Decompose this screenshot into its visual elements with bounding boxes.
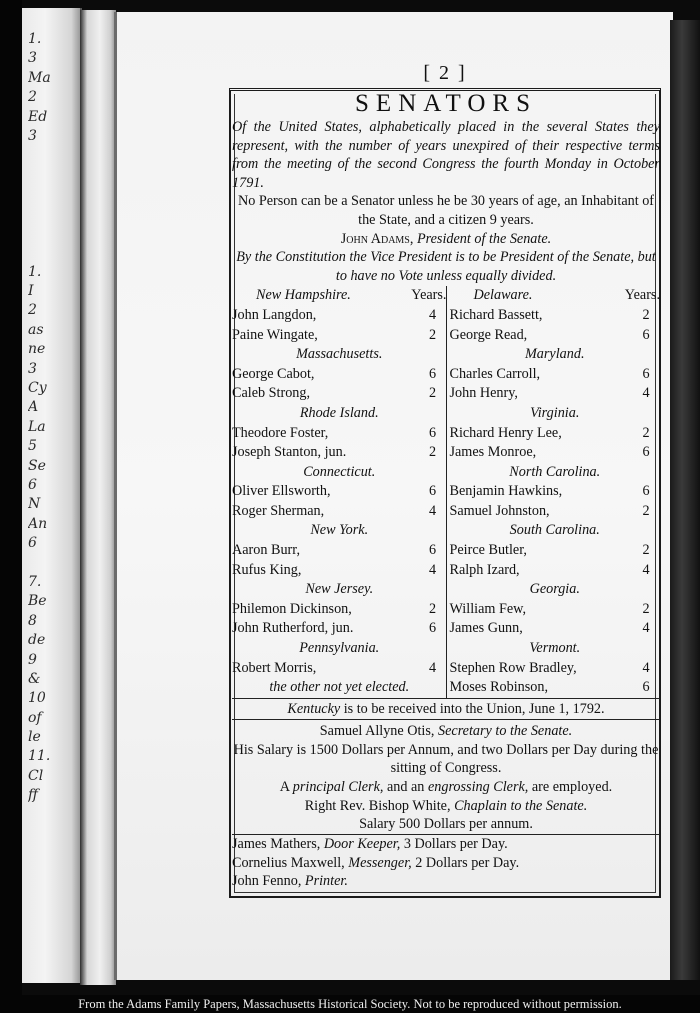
margin-note: 3 [28,127,37,144]
senator-row [449,424,660,444]
page-number: [ 2 ] [423,62,467,84]
margin-note [28,205,74,224]
margin-note: Cl [28,767,44,784]
senator-row [232,541,446,561]
senator-row [232,659,446,679]
years-remaining: 4 [428,659,437,676]
margin-note [28,146,74,165]
margin-note: 6 [28,476,37,493]
margin-note: 9 [28,651,37,668]
margin-note: 10 [28,690,46,707]
senator-name: William Few, [449,600,527,617]
clerks-and: and an [386,778,425,795]
vice-president-line [232,230,660,249]
senator-row [232,384,446,404]
years-remaining: 6 [642,326,650,343]
margin-note: 3 [28,50,37,67]
years-remaining: 6 [642,483,650,500]
state-heading: Georgia. [529,581,580,598]
senator-row [449,678,660,698]
years-remaining: 4 [642,659,650,676]
clerks-line [232,778,660,797]
senator-row [449,502,660,522]
senator-name: George Read, [449,326,528,343]
principal-clerk: principal Clerk, [292,778,384,795]
years-remaining: 2 [428,600,437,617]
years-remaining: 6 [642,365,650,382]
senator-row [232,561,446,581]
margin-note: ff [28,787,38,804]
messenger-name: Cornelius Maxwell, [232,854,345,871]
margin-note: Ma [28,69,51,86]
kentucky-note [232,698,660,719]
years-remaining: 2 [428,444,437,461]
state-heading: North Carolina. [509,463,601,480]
engrossing-clerk: engrossing Clerk, [427,778,529,795]
eligibility-paragraph: No Person can be a Senator unless he be 30 years of age, an Inhabitant of the State, and a citizen 9 years. [237,193,655,228]
senator-row [449,482,660,502]
handwritten-margin-notes [28,30,74,806]
secretary-line [232,722,660,741]
copyright-caption: From the Adams Family Papers, Massachusetts Historical Society. Not to be reproduced without permission. [0,995,700,1013]
printer-name: John Fenno, [232,873,302,890]
senator-row [449,384,660,404]
doorkeeper-name: James Mathers, [232,836,321,853]
clerks-end: are employed. [531,778,613,795]
senator-row [232,365,446,385]
margin-note: 7. [28,573,42,590]
state-heading: Virginia. [530,404,580,421]
messenger-title: Messenger, [348,854,412,871]
senator-row [232,619,446,639]
book-gutter [80,10,116,985]
senator-row [449,365,660,385]
page-title: SENATORS [355,90,537,117]
doorkeeper-line [232,834,660,854]
left-column [232,286,446,697]
senator-row [232,306,446,326]
senator-row [232,482,446,502]
chaplain-title: Chaplain to the Senate. [454,797,588,814]
years-remaining: 2 [642,502,650,519]
senator-name: John Langdon, [232,306,317,323]
secretary-name: Samuel Allyne Otis, [319,722,435,739]
senator-name: Robert Morris, [232,659,317,676]
years-remaining: 2 [642,424,650,441]
senator-row [449,561,660,581]
years-remaining: 2 [642,306,650,323]
senator-name: Richard Bassett, [449,306,543,323]
margin-note: A [28,399,39,416]
years-remaining: 6 [642,444,650,461]
years-remaining: 4 [642,385,650,402]
president-title: President of the Senate. [416,230,552,247]
margin-note: 11. [28,748,51,765]
years-remaining: 6 [428,424,437,441]
senator-row [449,443,660,463]
senator-name: Paine Wingate, [232,326,318,343]
state-heading: Massachusetts. [296,346,383,363]
left-years-label: Years. [411,287,447,304]
senator-row [232,326,446,346]
chaplain-line [232,797,660,816]
margin-note: ne [28,341,46,358]
election-note: the other not yet elected. [269,679,410,696]
years-remaining: 2 [428,385,437,402]
secretary-title: Secretary to the Senate. [438,722,573,739]
margin-note: N [28,496,41,513]
senator-name: Roger Sherman, [232,502,325,519]
senator-row [449,600,660,620]
senator-row [449,326,660,346]
margin-note: 5 [28,438,37,455]
years-remaining: 6 [428,365,437,382]
senator-name: James Gunn, [449,620,523,637]
state-heading: New York. [310,522,369,539]
margin-note: 2 [28,302,37,319]
senators-list [232,90,660,891]
senator-name: Benjamin Hawkins, [449,483,563,500]
printer-line [232,872,660,891]
years-remaining: 6 [428,542,437,559]
clerks-a: A [279,778,290,795]
margin-note [28,554,74,573]
margin-note: Be [28,593,47,610]
margin-note: 1. [28,31,42,47]
years-remaining: 6 [642,679,650,696]
margin-note: 1. [28,263,42,280]
margin-note: as [28,321,44,338]
next-page-edge [670,20,700,980]
scan-background-left [0,0,22,995]
years-remaining: 2 [428,326,437,343]
senator-name: Peirce Butler, [449,542,527,559]
right-column-header [449,286,660,306]
senator-name: George Cabot, [232,365,315,382]
margin-note: An [28,515,48,532]
margin-note [28,243,74,262]
doorkeeper-title: Door Keeper, [323,836,401,853]
senator-row [449,659,660,679]
chaplain-salary: Salary 500 Dollars per annum. [359,816,533,833]
senator-name: Ralph Izard, [449,561,520,578]
senator-name: Theodore Foster, [232,424,329,441]
years-remaining: 4 [642,561,650,578]
years-remaining: 2 [642,542,650,559]
margin-note [28,185,74,204]
senator-name: Charles Carroll, [449,365,541,382]
years-remaining: 4 [428,561,437,578]
state-heading: New Jersey. [305,581,374,598]
margin-note: 8 [28,612,37,629]
margin-note: I [28,283,34,300]
senator-name: Rufus King, [232,561,302,578]
margin-note: La [28,418,46,435]
state-heading: South Carolina. [509,522,600,539]
right-header-state: Delaware. [473,287,533,304]
margin-note: Ed [28,108,48,125]
margin-note: de [28,632,46,649]
left-column-rows [232,306,446,698]
messenger-pay: 2 Dollars per Day. [415,854,520,871]
senator-row [232,502,446,522]
senator-name: Richard Henry Lee, [449,424,562,441]
kentucky-text: is to be received into the Union, June 1, 1792. [343,700,605,717]
senator-name: James Monroe, [449,444,537,461]
senator-name: Joseph Stanton, jun. [232,444,347,461]
senator-name: John Henry, [449,385,518,402]
senator-name: John Rutherford, jun. [232,620,354,637]
senate-officers [232,719,660,891]
intro-paragraph: Of the United States, alphabetically placed in the several States they represent, with the number of years unexpired of their respective terms from the meeting of the second Congress the fourth Monday in October 1791. [232,119,660,191]
constitution-note: By the Constitution the Vice President is to be President of the Senate, but to have no Vote unless equally divided. [236,249,656,284]
left-header-state: New Hampshire. [256,287,351,304]
margin-note: 2 [28,89,37,106]
senator-row [232,443,446,463]
senator-name: Oliver Ellsworth, [232,483,331,500]
years-remaining: 4 [428,306,437,323]
right-column [446,286,660,697]
senator-row [232,600,446,620]
state-heading: Pennsylvania. [299,640,380,657]
years-remaining: 4 [642,620,650,637]
margin-note [28,166,74,185]
years-remaining: 2 [642,600,650,617]
senator-row [449,619,660,639]
state-heading: Rhode Island. [299,404,379,421]
salary-line: His Salary is 1500 Dollars per Annum, and two Dollars per Day during the sitting of Congress. [233,741,659,777]
president-name: John Adams, [340,230,414,247]
senator-row [449,306,660,326]
right-years-label: Years. [624,287,660,304]
right-column-rows [449,306,660,698]
margin-note [28,224,74,243]
years-remaining: 6 [428,483,437,500]
senator-name: Philemon Dickinson, [232,600,352,617]
senator-name: Aaron Burr, [232,542,300,559]
senator-name: Moses Robinson, [449,679,549,696]
years-remaining: 6 [428,620,437,637]
margin-note: 3 [28,360,37,377]
doorkeeper-pay: 3 Dollars per Day. [403,836,508,853]
left-column-header [232,286,446,306]
printer-title: Printer. [304,873,348,890]
kentucky-name: Kentucky [287,700,341,717]
margin-note: & [28,670,41,687]
state-heading: Vermont. [529,640,581,657]
margin-note: of [28,709,42,726]
senator-name: Caleb Strong, [232,385,311,402]
years-remaining: 4 [428,502,437,519]
state-heading: Connecticut. [303,463,376,480]
senator-row [232,424,446,444]
margin-note: Se [28,457,46,474]
senator-name: Stephen Row Bradley, [449,659,577,676]
margin-note: le [28,729,41,746]
margin-note: 6 [28,535,37,552]
margin-note: Cy [28,380,47,397]
senator-row [449,541,660,561]
messenger-line [232,854,660,873]
senator-columns [232,286,660,697]
chaplain-name: Right Rev. Bishop White, [304,797,451,814]
state-heading: Maryland. [524,346,585,363]
senator-name: Samuel Johnston, [449,502,550,519]
